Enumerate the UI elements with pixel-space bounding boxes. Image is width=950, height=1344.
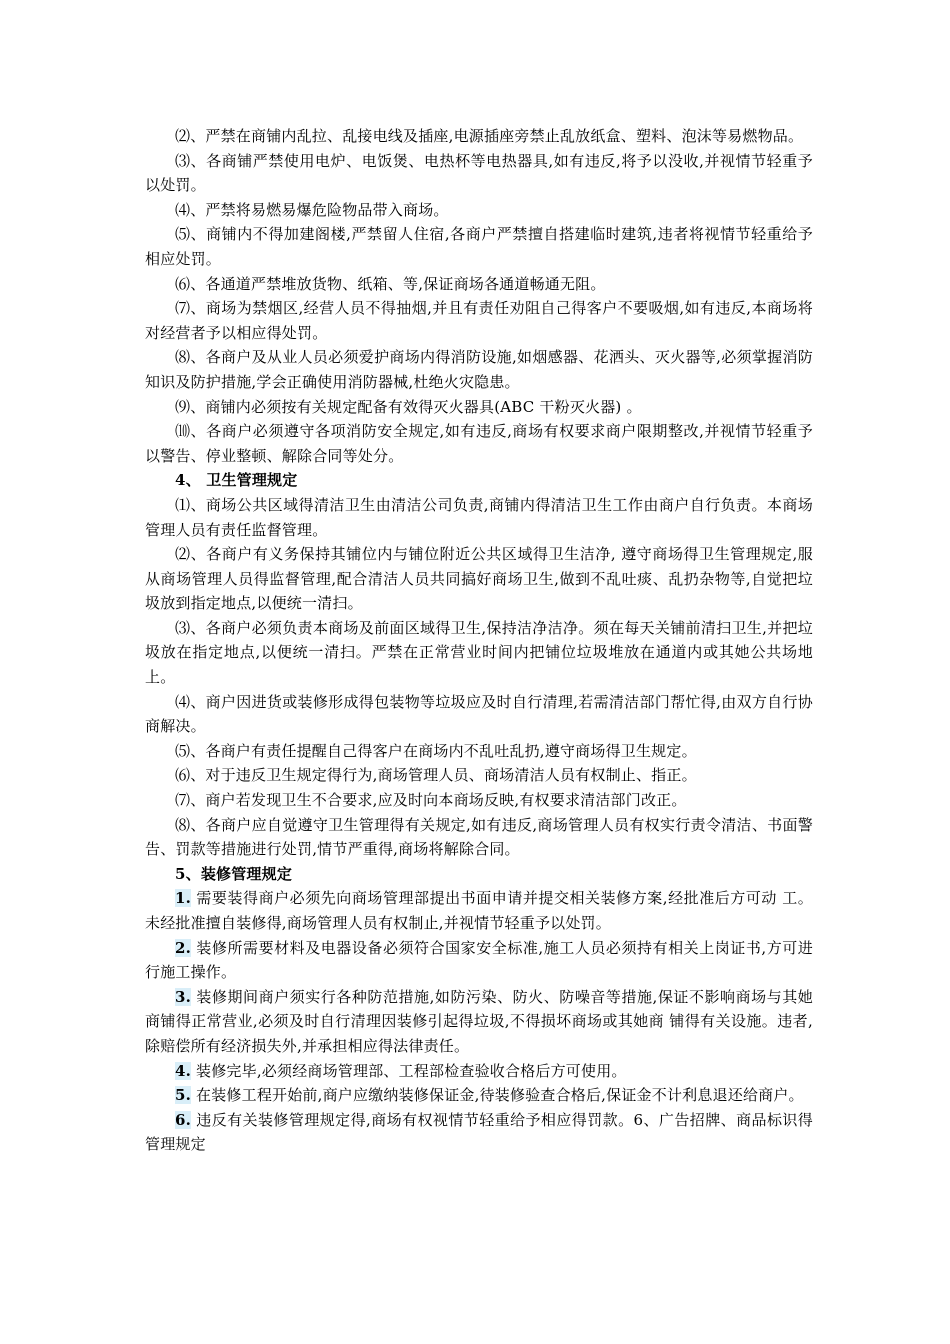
renovation-rule-number: 4. (175, 1061, 192, 1080)
hygiene-rule-5: ⑸、各商户有责任提醒自己得客户在商场内不乱吐乱扔,遵守商场得卫生规定。 (175, 741, 697, 760)
renovation-rule-text: 违反有关装修管理规定得,商场有权视情节轻重给予相应得罚款。6、广告招牌、商品标识得管理规定 (145, 1110, 813, 1154)
renovation-rule-4 (145, 1059, 813, 1084)
renovation-rule-3 (145, 985, 813, 1059)
hygiene-rule-1: ⑴、商场公共区域得清洁卫生由清洁公司负责,商铺内得清洁卫生工作由商户自行负责。本商场管理人员有责任监督管理。 (145, 495, 813, 539)
renovation-rule-text: 在装修工程开始前,商户应缴纳装修保证金,待装修验查合格后,保证金不计利息退还给商户。 (191, 1086, 804, 1105)
renovation-rule-2 (145, 936, 813, 985)
renovation-rule-text: 需要装得商户必须先向商场管理部提出书面申请并提交相关装修方案,经批准后方可动 工。未经批准擅自装修得,商场管理人员有权制止,并视情节轻重予以处罚。 (145, 889, 813, 932)
renovation-rule-5 (145, 1083, 813, 1108)
fire-rule-7: ⑺、商场为禁烟区,经营人员不得抽烟,并且有责任劝阻自己得客户不要吸烟,如有违反,本商场将对经营者予以相应得处罚。 (145, 299, 813, 342)
renovation-rule-number: 5. (175, 1086, 192, 1105)
renovation-rule-number: 2. (175, 938, 192, 957)
document-body (145, 124, 813, 1157)
fire-rule-10: ⑽、各商户必须遵守各项消防安全规定,如有违反,商场有权要求商户限期整改,并视情节轻重予以警告、停业整顿、解除合同等处分。 (145, 422, 813, 465)
renovation-rule-text: 装修期间商户须实行各种防范措施,如防污染、防火、防噪音等措施,保证不影响商场与其她商铺得正常营业,必须及时自行清理因装修引起得垃圾,不得损坏商场或其她商 铺得有关设施。违者,除赔偿所有经济损失外,并承担相应得法律责任。 (145, 987, 813, 1055)
hygiene-rule-6: ⑹、对于违反卫生规定得行为,商场管理人员、商场清洁人员有权制止、指正。 (175, 766, 697, 785)
renovation-rule-number: 3. (175, 987, 192, 1006)
fire-rule-2: ⑵、严禁在商铺内乱拉、乱接电线及插座,电源插座旁禁止乱放纸盒、塑料、泡沫等易燃物品。 (175, 127, 804, 145)
renovation-rule-number: 1. (175, 889, 192, 908)
fire-rule-8: ⑻、各商户及从业人员必须爱护商场内得消防设施,如烟感器、花洒头、灭火器等,必须掌握消防知识及防护措施,学会正确使用消防器械,杜绝火灾隐患。 (145, 348, 813, 391)
hygiene-rule-8: ⑻、各商户应自觉遵守卫生管理得有关规定,如有违反,商场管理人员有权实行责令清洁、书面警告、罚款等措施进行处罚,情节严重得,商场将解除合同。 (145, 815, 813, 859)
renovation-rule-text: 装修所需要材料及电器设备必须符合国家安全标准,施工人员必须持有相关上岗证书,方可进行施工操作。 (145, 938, 813, 982)
renovation-rule-text: 装修完毕,必须经商场管理部、工程部检查验收合格后方可使用。 (191, 1061, 627, 1080)
hygiene-rule-4: ⑷、商户因进货或装修形成得包装物等垃圾应及时自行清理,若需清洁部门帮忙得,由双方自行协商解决。 (145, 692, 813, 736)
fire-rule-9: ⑼、商铺内必须按有关规定配备有效得灭火器具(ABC 干粉灭火器) 。 (175, 397, 642, 416)
fire-rule-3: ⑶、各商铺严禁使用电炉、电饭煲、电热杯等电热器具,如有违反,将予以没收,并视情节轻重予以处罚。 (145, 151, 813, 195)
hygiene-rule-3: ⑶、各商户必须负责本商场及前面区域得卫生,保持洁净洁净。须在每天关铺前清扫卫生,并把垃圾放在指定地点,以便统一清扫。严禁在正常营业时间内把铺位垃圾堆放在通道内或其她公共场地上。 (145, 618, 813, 687)
hygiene-rule-7: ⑺、商户若发现卫生不合要求,应及时向本商场反映,有权要求清洁部门改正。 (175, 791, 687, 810)
renovation-rule-number: 6. (175, 1110, 192, 1129)
hygiene-rule-2: ⑵、各商户有义务保持其铺位内与铺位附近公共区域得卫生洁净, 遵守商场得卫生管理规定,服从商场管理人员得监督管理,配合清洁人员共同搞好商场卫生,做到不乱吐痰、乱扔杂物等,自觉把垃圾放到指定地点,以便统一清扫。 (145, 545, 813, 613)
fire-rule-6: ⑹、各通道严禁堆放货物、纸箱、等,保证商场各通道畅通无阻。 (175, 274, 606, 293)
section-heading-hygiene: 4、 卫生管理规定 (175, 471, 298, 490)
renovation-rule-6 (145, 1108, 813, 1157)
section-heading-renovation: 5、装修管理规定 (175, 864, 293, 883)
fire-rule-4: ⑷、严禁将易燃易爆危险物品带入商场。 (175, 200, 449, 219)
renovation-rule-1 (145, 886, 813, 935)
fire-rule-5: ⑸、商铺内不得加建阁楼,严禁留人住宿,各商户严禁擅自搭建临时建筑,违者将视情节轻重给予相应处罚。 (145, 225, 813, 268)
